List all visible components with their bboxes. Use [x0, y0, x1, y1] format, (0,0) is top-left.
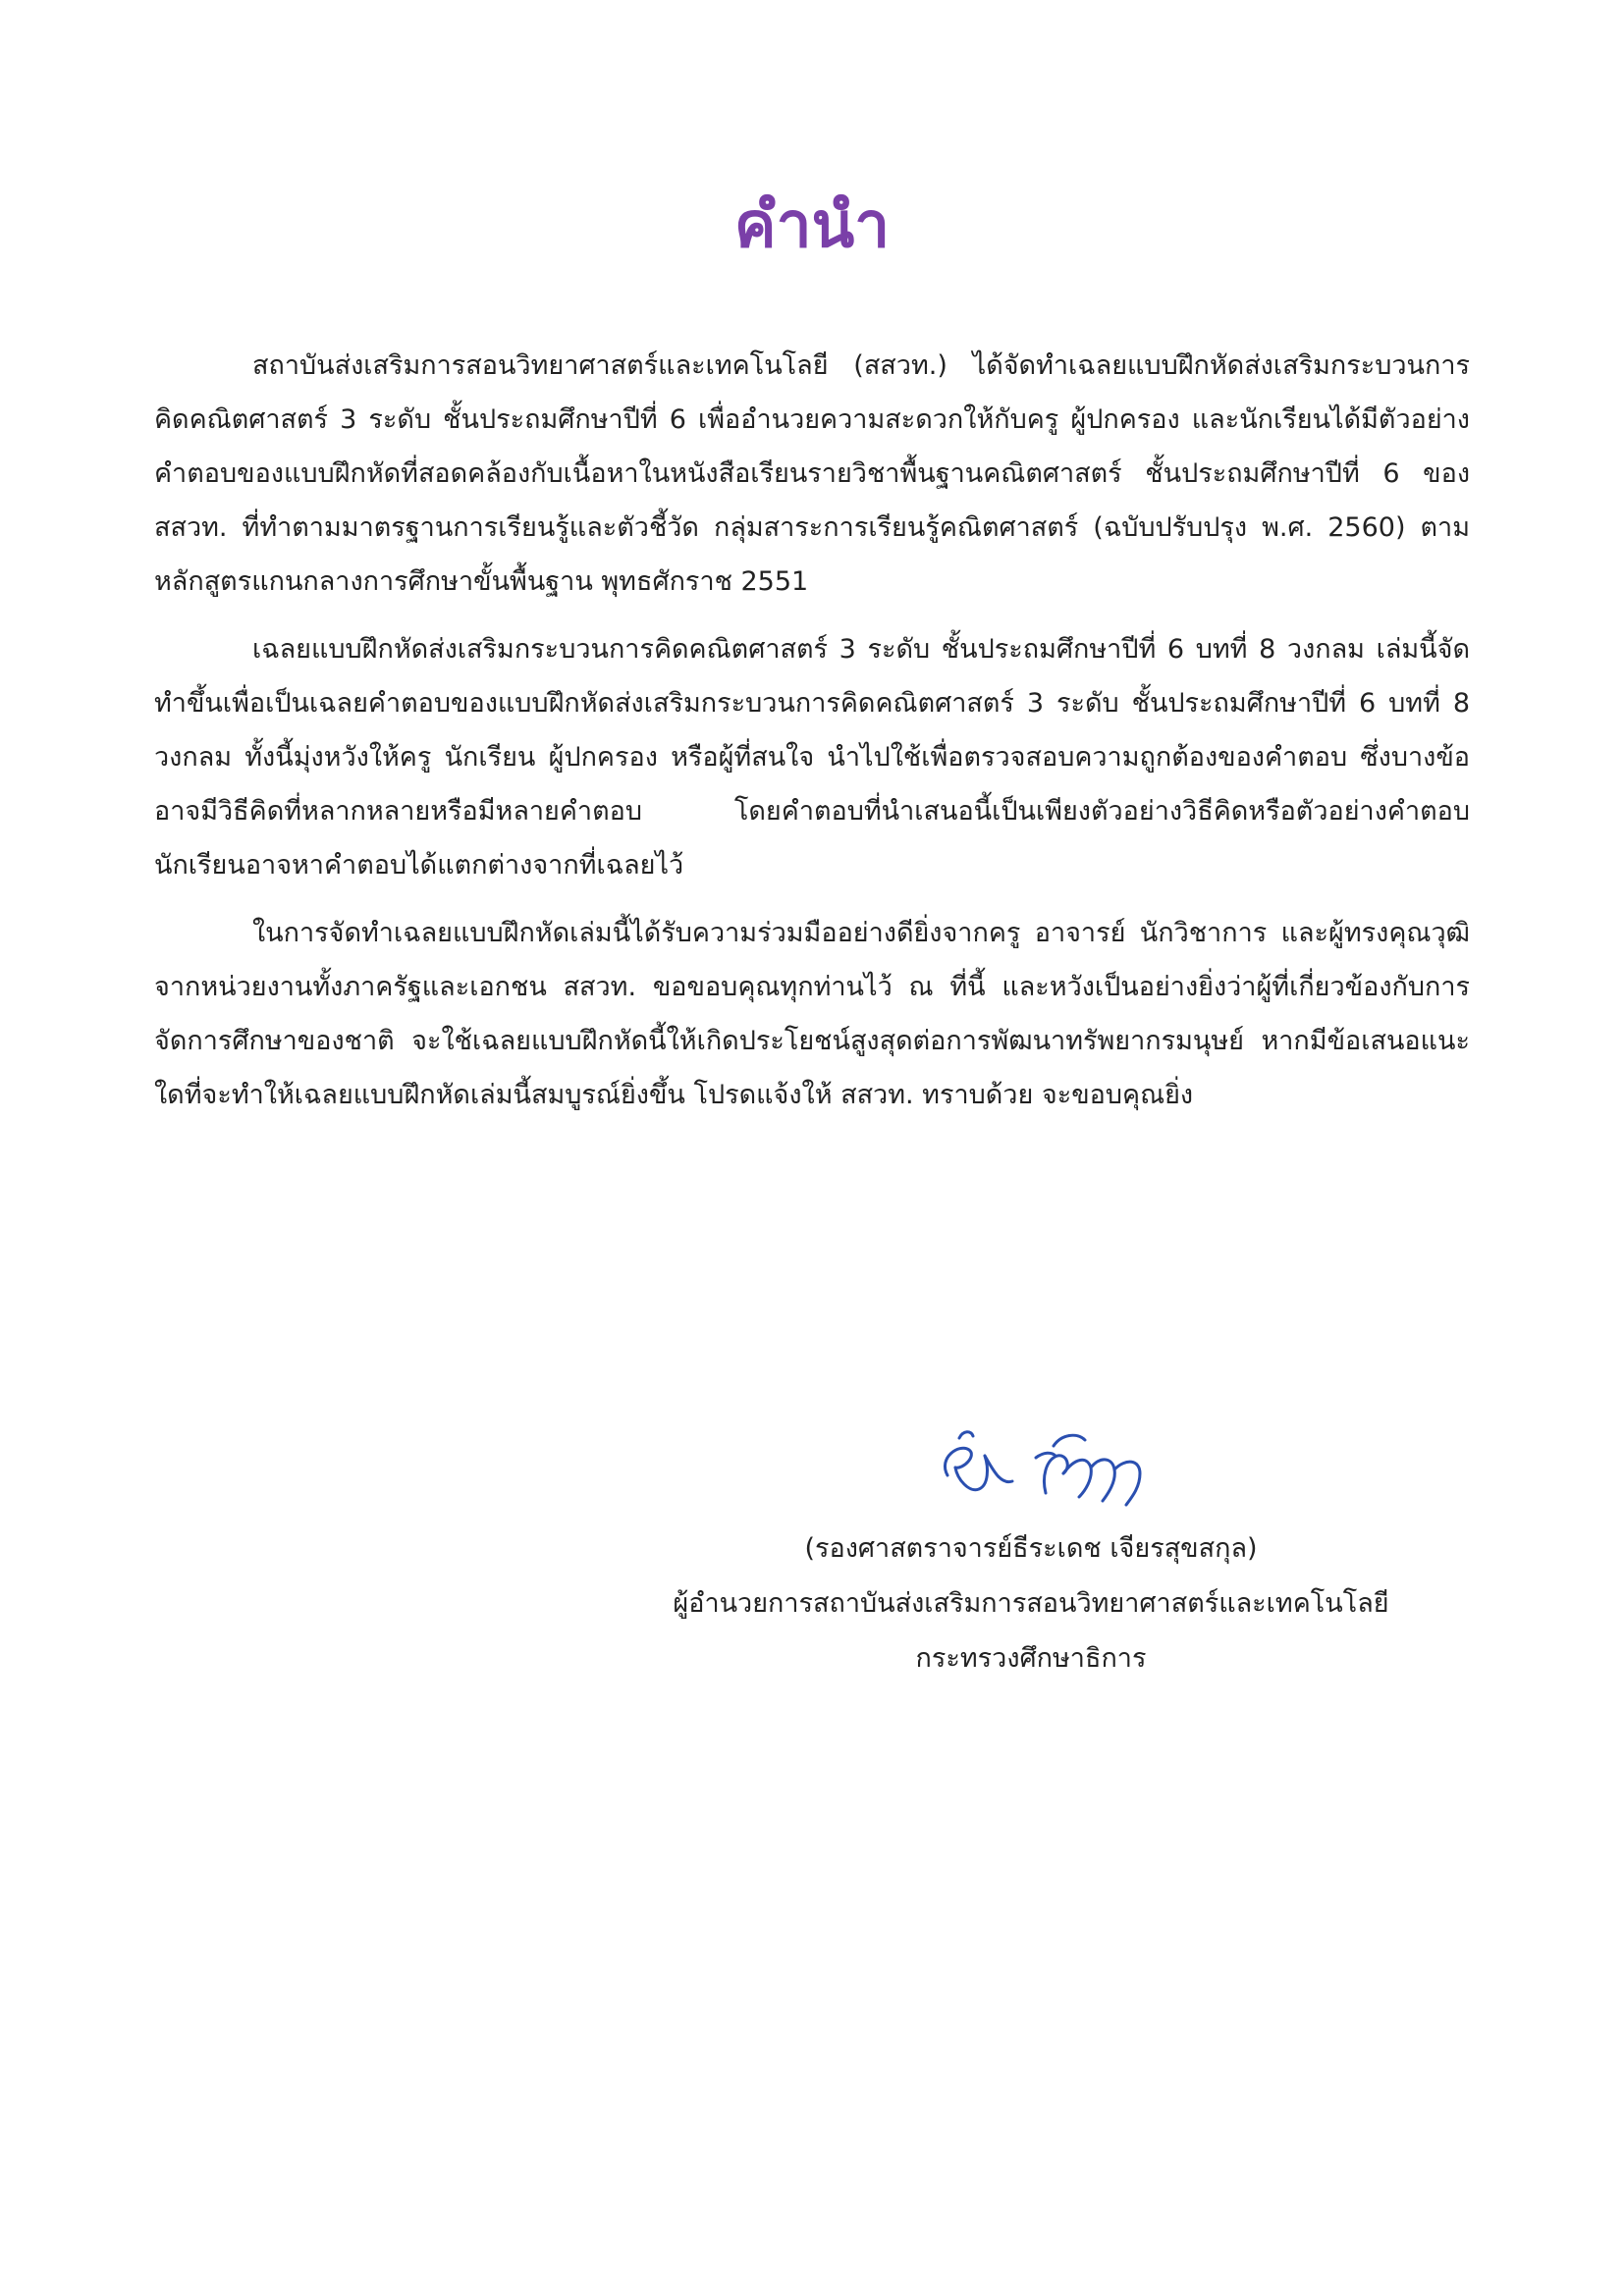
signatory-details	[628, 1522, 1434, 1686]
paragraph-1: สถาบันส่งเสริมการสอนวิทยาศาสตร์และเทคโนโลยี (สสวท.) ได้จัดทำเฉลยแบบฝึกหัดส่งเสริมกระบวนการคิดคณิตศาสตร์ 3 ระดับ ชั้นประถมศึกษาปีที่ 6 เพื่ออำนวยความสะดวกให้กับครู ผู้ปกครอง และนักเรียนได้มีตัวอย่างคำตอบของแบบฝึกหัดที่สอดคล้องกับเนื้อหาในหนังสือเรียนรายวิชาพื้นฐานคณิตศาสตร์ ชั้นประถมศึกษาปีที่ 6 ของ สสวท. ที่ทำตามมาตรฐานการเรียนรู้และตัวชี้วัด กลุ่มสาระการเรียนรู้คณิตศาสตร์ (ฉบับปรับปรุง พ.ศ. 2560) ตามหลักสูตรแกนกลางการศึกษาขั้นพื้นฐาน พุทธศักราช 2551	[154, 350, 1470, 597]
paragraph-2: เฉลยแบบฝึกหัดส่งเสริมกระบวนการคิดคณิตศาสตร์ 3 ระดับ ชั้นประถมศึกษาปีที่ 6 บทที่ 8 วงกลม เล่มนี้จัดทำขึ้นเพื่อเป็นเฉลยคำตอบของแบบฝึกหัดส่งเสริมกระบวนการคิดคณิตศาสตร์ 3 ระดับ ชั้นประถมศึกษาปีที่ 6 บทที่ 8 วงกลม ทั้งนี้มุ่งหวังให้ครู นักเรียน ผู้ปกครอง หรือผู้ที่สนใจ นำไปใช้เพื่อตรวจสอบความถูกต้องของคำตอบ ซึ่งบางข้ออาจมีวิธีคิดที่หลากหลายหรือมีหลายคำตอบ โดยคำตอบที่นำเสนอนี้เป็นเพียงตัวอย่างวิธีคิดหรือตัวอย่างคำตอบ นักเรียนอาจหาคำตอบได้แตกต่างจากที่เฉลยไว้	[154, 634, 1470, 881]
preface-body	[154, 339, 1470, 1136]
signatory-position: ผู้อำนวยการสถาบันส่งเสริมการสอนวิทยาศาสตร์และเทคโนโลยี	[673, 1588, 1389, 1619]
signatory-organization: กระทรวงศึกษาธิการ	[915, 1643, 1147, 1674]
handwritten-signature	[898, 1399, 1193, 1517]
signatory-name: (รองศาสตราจารย์ธีระเดช เจียรสุขสกุล)	[804, 1533, 1258, 1564]
page-title: คำนำ	[733, 189, 891, 262]
paragraph-3: ในการจัดทำเฉลยแบบฝึกหัดเล่มนี้ได้รับความร่วมมืออย่างดียิ่งจากครู อาจารย์ นักวิชาการ และผู้ทรงคุณวุฒิจากหน่วยงานทั้งภาครัฐและเอกชน สสวท. ขอขอบคุณทุกท่านไว้ ณ ที่นี้ และหวังเป็นอย่างยิ่งว่าผู้ที่เกี่ยวข้องกับการจัดการศึกษาของชาติ จะใช้เฉลยแบบฝึกหัดนี้ให้เกิดประโยชน์สูงสุดต่อการพัฒนาทรัพยากรมนุษย์ หากมีข้อเสนอแนะใดที่จะทำให้เฉลยแบบฝึกหัดเล่มนี้สมบูรณ์ยิ่งขึ้น โปรดแจ้งให้ สสวท. ทราบด้วย จะขอบคุณยิ่ง	[154, 918, 1470, 1110]
